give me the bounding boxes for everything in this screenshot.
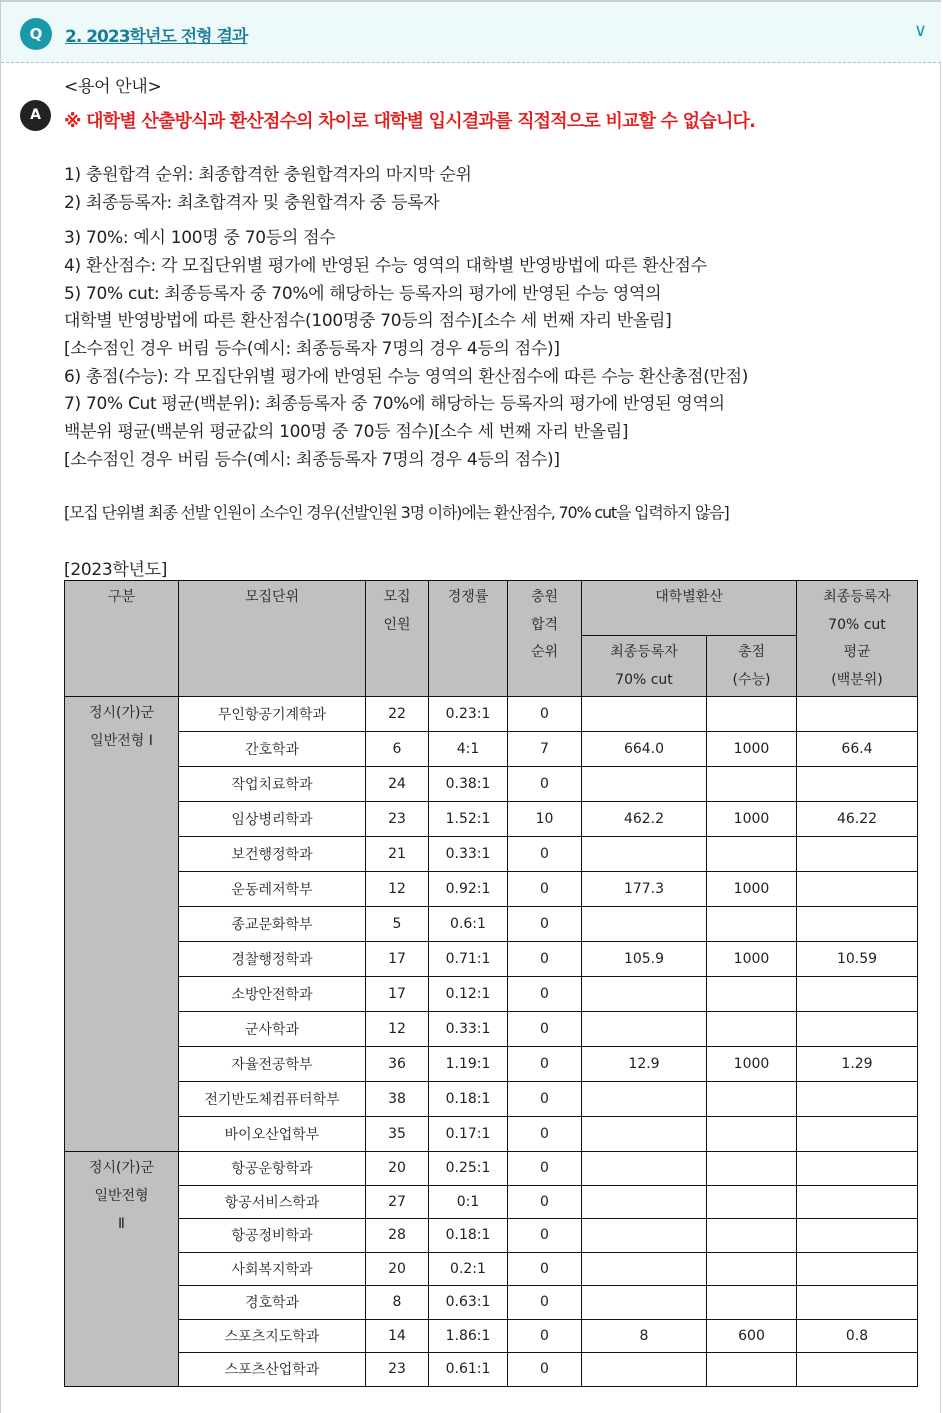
waitlist-rank: 0 <box>508 767 582 802</box>
competition-rate: 0.23:1 <box>429 697 508 732</box>
table-row <box>65 767 918 802</box>
table-row <box>65 732 918 767</box>
table-row <box>65 942 918 977</box>
unit-name: 종교문화학부 <box>179 907 366 942</box>
cut-score <box>582 907 707 942</box>
waitlist-rank: 0 <box>508 1319 582 1353</box>
guide-line: 6) 총점(수능): 각 모집단위별 평가에 반영된 수능 영역의 환산점수에 따른 수능 환산총점(만점) <box>64 367 749 387</box>
cut-score: 105.9 <box>582 942 707 977</box>
cut-score <box>582 1353 707 1387</box>
competition-rate: 0.71:1 <box>429 942 508 977</box>
cut-score: 12.9 <box>582 1047 707 1082</box>
quota: 5 <box>366 907 429 942</box>
unit-name: 스포츠지도학과 <box>179 1319 366 1353</box>
table-row <box>65 1117 918 1152</box>
table-row <box>65 907 918 942</box>
header-quota: 모집 인원 <box>366 581 429 697</box>
cut-score <box>582 977 707 1012</box>
waitlist-rank: 0 <box>508 1047 582 1082</box>
total-score <box>707 1252 797 1286</box>
percentile-avg <box>797 1219 918 1253</box>
chevron-down-icon[interactable]: ∨ <box>913 20 927 41</box>
unit-name: 경찰행정학과 <box>179 942 366 977</box>
guide-line: 5) 70% cut: 최종등록자 중 70%에 해당하는 등록자의 평가에 반영된 수능 영역의 <box>64 284 662 304</box>
waitlist-rank: 0 <box>508 1012 582 1047</box>
percentile-avg <box>797 977 918 1012</box>
question-badge: Q <box>20 18 52 50</box>
question-title-link[interactable]: 2. 2023학년도 전형 결과 <box>65 27 248 47</box>
quota: 17 <box>366 977 429 1012</box>
table-row <box>65 1047 918 1082</box>
waitlist-rank: 0 <box>508 1219 582 1253</box>
unit-name: 운동레저학부 <box>179 872 366 907</box>
competition-rate: 0.18:1 <box>429 1219 508 1253</box>
total-score: 1000 <box>707 872 797 907</box>
quota: 14 <box>366 1319 429 1353</box>
waitlist-rank: 0 <box>508 942 582 977</box>
table-row <box>65 1082 918 1117</box>
group-name: 일반전형 Ⅰ <box>90 733 153 749</box>
guide-line: [소수점인 경우 버림 등수(예시: 최종등록자 7명의 경우 4등의 점수)] <box>64 450 560 470</box>
quota: 23 <box>366 802 429 837</box>
unit-name: 소방안전학과 <box>179 977 366 1012</box>
waitlist-rank: 0 <box>508 1117 582 1152</box>
competition-rate: 1.19:1 <box>429 1047 508 1082</box>
header-unit: 모집단위 <box>179 581 366 697</box>
table-row <box>65 1185 918 1219</box>
unit-name: 보건행정학과 <box>179 837 366 872</box>
group-name: Ⅱ <box>118 1216 125 1232</box>
unit-name: 작업치료학과 <box>179 767 366 802</box>
table-row <box>65 697 918 732</box>
competition-rate: 0.92:1 <box>429 872 508 907</box>
competition-rate: 1.86:1 <box>429 1319 508 1353</box>
percentile-avg <box>797 837 918 872</box>
guide-line: 백분위 평균(백분위 평균값의 100명 중 70등 점수)[소수 세 번째 자리 반올림] <box>64 422 629 442</box>
total-score <box>707 1152 797 1186</box>
competition-rate: 0.61:1 <box>429 1353 508 1387</box>
quota: 35 <box>366 1117 429 1152</box>
unit-name: 자율전공학부 <box>179 1047 366 1082</box>
cut-score <box>582 1185 707 1219</box>
unit-name: 항공서비스학과 <box>179 1185 366 1219</box>
cut-score: 8 <box>582 1319 707 1353</box>
cut-score: 462.2 <box>582 802 707 837</box>
unit-name: 스포츠산업학과 <box>179 1353 366 1387</box>
quota: 21 <box>366 837 429 872</box>
waitlist-rank: 0 <box>508 697 582 732</box>
group-cell <box>65 1152 179 1387</box>
percentile-avg <box>797 907 918 942</box>
total-score: 1000 <box>707 732 797 767</box>
waitlist-rank: 10 <box>508 802 582 837</box>
unit-name: 항공정비학과 <box>179 1219 366 1253</box>
quota: 20 <box>366 1152 429 1186</box>
waitlist-rank: 7 <box>508 732 582 767</box>
unit-name: 임상병리학과 <box>179 802 366 837</box>
header-rank: 충원 합격 순위 <box>508 581 582 697</box>
cut-score <box>582 767 707 802</box>
quota: 23 <box>366 1353 429 1387</box>
total-score <box>707 977 797 1012</box>
unit-name: 간호학과 <box>179 732 366 767</box>
percentile-avg <box>797 1082 918 1117</box>
competition-rate: 0.38:1 <box>429 767 508 802</box>
table-row <box>65 1286 918 1320</box>
table-row <box>65 1319 918 1353</box>
admission-results-table <box>64 580 918 1387</box>
warning-text: ※ 대학별 산출방식과 환산점수의 차이로 대학별 입시결과를 직접적으로 비교할 수 없습니다. <box>64 111 756 132</box>
guide-line: 1) 충원합격 순위: 최종합격한 충원합격자의 마지막 순위 <box>64 165 472 185</box>
competition-rate: 0.63:1 <box>429 1286 508 1320</box>
percentile-avg <box>797 1286 918 1320</box>
waitlist-rank: 0 <box>508 1286 582 1320</box>
cut-score <box>582 1252 707 1286</box>
cut-score <box>582 1117 707 1152</box>
unit-name: 경호학과 <box>179 1286 366 1320</box>
total-score <box>707 1185 797 1219</box>
competition-rate: 0.18:1 <box>429 1082 508 1117</box>
unit-name: 사회복지학과 <box>179 1252 366 1286</box>
total-score: 1000 <box>707 1047 797 1082</box>
cut-score <box>582 1152 707 1186</box>
waitlist-rank: 0 <box>508 1152 582 1186</box>
group-name: 일반전형 <box>94 1188 149 1204</box>
percentile-avg: 1.29 <box>797 1047 918 1082</box>
quota: 8 <box>366 1286 429 1320</box>
cut-score <box>582 1012 707 1047</box>
cut-score <box>582 1286 707 1320</box>
header-avg: 최종등록자 70% cut 평균 (백분위) <box>797 581 918 697</box>
total-score: 600 <box>707 1319 797 1353</box>
quota: 22 <box>366 697 429 732</box>
competition-rate: 4:1 <box>429 732 508 767</box>
unit-name: 바이오산업학부 <box>179 1117 366 1152</box>
answer-badge: A <box>20 100 51 131</box>
quota: 38 <box>366 1082 429 1117</box>
header-group: 구분 <box>65 581 179 697</box>
table-row <box>65 977 918 1012</box>
percentile-avg <box>797 1185 918 1219</box>
table-row <box>65 1353 918 1387</box>
percentile-avg <box>797 767 918 802</box>
quota: 20 <box>366 1252 429 1286</box>
table-row <box>65 802 918 837</box>
cut-score <box>582 837 707 872</box>
unit-name: 항공운항학과 <box>179 1152 366 1186</box>
competition-rate: 0.12:1 <box>429 977 508 1012</box>
total-score <box>707 1082 797 1117</box>
total-score <box>707 1286 797 1320</box>
header-conversion: 대학별환산 <box>582 581 797 636</box>
percentile-avg: 66.4 <box>797 732 918 767</box>
quota: 36 <box>366 1047 429 1082</box>
guide-line: 7) 70% Cut 평균(백분위): 최종등록자 중 70%에 해당하는 등록자의 평가에 반영된 영역의 <box>64 394 725 414</box>
total-score <box>707 1117 797 1152</box>
waitlist-rank: 0 <box>508 1353 582 1387</box>
competition-rate: 1.52:1 <box>429 802 508 837</box>
percentile-avg <box>797 1353 918 1387</box>
unit-name: 전기반도체컴퓨터학부 <box>179 1082 366 1117</box>
competition-rate: 0.6:1 <box>429 907 508 942</box>
percentile-avg: 46.22 <box>797 802 918 837</box>
quota: 12 <box>366 872 429 907</box>
guide-line: 4) 환산점수: 각 모집단위별 평가에 반영된 수능 영역의 대학별 반영방법에 따른 환산점수 <box>64 256 707 276</box>
cut-score <box>582 1219 707 1253</box>
header-cut: 최종등록자 70% cut <box>582 636 707 697</box>
guide-title: <용어 안내> <box>64 77 162 97</box>
quota: 17 <box>366 942 429 977</box>
unit-name: 군사학과 <box>179 1012 366 1047</box>
total-score: 1000 <box>707 802 797 837</box>
table-row <box>65 1152 918 1186</box>
question-header[interactable] <box>1 2 941 63</box>
guide-line: 2) 최종등록자: 최초합격자 및 충원합격자 중 등록자 <box>64 193 440 213</box>
competition-rate: 0.2:1 <box>429 1252 508 1286</box>
competition-rate: 0:1 <box>429 1185 508 1219</box>
guide-line: 대학별 반영방법에 따른 환산점수(100명중 70등의 점수)[소수 세 번째 자리 반올림] <box>64 311 672 331</box>
percentile-avg <box>797 1117 918 1152</box>
guide-line: [소수점인 경우 버림 등수(예시: 최종등록자 7명의 경우 4등의 점수)] <box>64 339 560 359</box>
unit-name: 무인항공기계학과 <box>179 697 366 732</box>
competition-rate: 0.17:1 <box>429 1117 508 1152</box>
group-name: 정시(가)군 <box>88 705 155 721</box>
group-cell <box>65 697 179 1152</box>
total-score <box>707 1012 797 1047</box>
percentile-avg <box>797 872 918 907</box>
cut-score: 664.0 <box>582 732 707 767</box>
waitlist-rank: 0 <box>508 837 582 872</box>
waitlist-rank: 0 <box>508 1185 582 1219</box>
waitlist-rank: 0 <box>508 1252 582 1286</box>
note-text: [모집 단위별 최종 선발 인원이 소수인 경우(선발인원 3명 이하)에는 환산점수, 70% cut을 입력하지 않음] <box>64 503 729 522</box>
guide-line: 3) 70%: 예시 100명 중 70등의 점수 <box>64 228 336 248</box>
cut-score <box>582 1082 707 1117</box>
table-row <box>65 872 918 907</box>
percentile-avg <box>797 1252 918 1286</box>
total-score <box>707 697 797 732</box>
year-label: [2023학년도] <box>64 560 168 580</box>
quota: 6 <box>366 732 429 767</box>
quota: 28 <box>366 1219 429 1253</box>
quota: 24 <box>366 767 429 802</box>
total-score: 1000 <box>707 942 797 977</box>
waitlist-rank: 0 <box>508 1082 582 1117</box>
percentile-avg: 0.8 <box>797 1319 918 1353</box>
waitlist-rank: 0 <box>508 907 582 942</box>
percentile-avg: 10.59 <box>797 942 918 977</box>
percentile-avg <box>797 697 918 732</box>
competition-rate: 0.25:1 <box>429 1152 508 1186</box>
competition-rate: 0.33:1 <box>429 837 508 872</box>
group-name: 정시(가)군 <box>88 1160 155 1176</box>
total-score <box>707 1353 797 1387</box>
table-row <box>65 1012 918 1047</box>
quota: 12 <box>366 1012 429 1047</box>
table-row <box>65 837 918 872</box>
quota: 27 <box>366 1185 429 1219</box>
total-score <box>707 1219 797 1253</box>
header-rate: 경쟁률 <box>429 581 508 697</box>
cut-score <box>582 697 707 732</box>
cut-score: 177.3 <box>582 872 707 907</box>
total-score <box>707 907 797 942</box>
total-score <box>707 837 797 872</box>
waitlist-rank: 0 <box>508 872 582 907</box>
table-row <box>65 1252 918 1286</box>
table-row <box>65 1219 918 1253</box>
percentile-avg <box>797 1152 918 1186</box>
competition-rate: 0.33:1 <box>429 1012 508 1047</box>
percentile-avg <box>797 1012 918 1047</box>
waitlist-rank: 0 <box>508 977 582 1012</box>
header-total: 총점 (수능) <box>707 636 797 697</box>
total-score <box>707 767 797 802</box>
